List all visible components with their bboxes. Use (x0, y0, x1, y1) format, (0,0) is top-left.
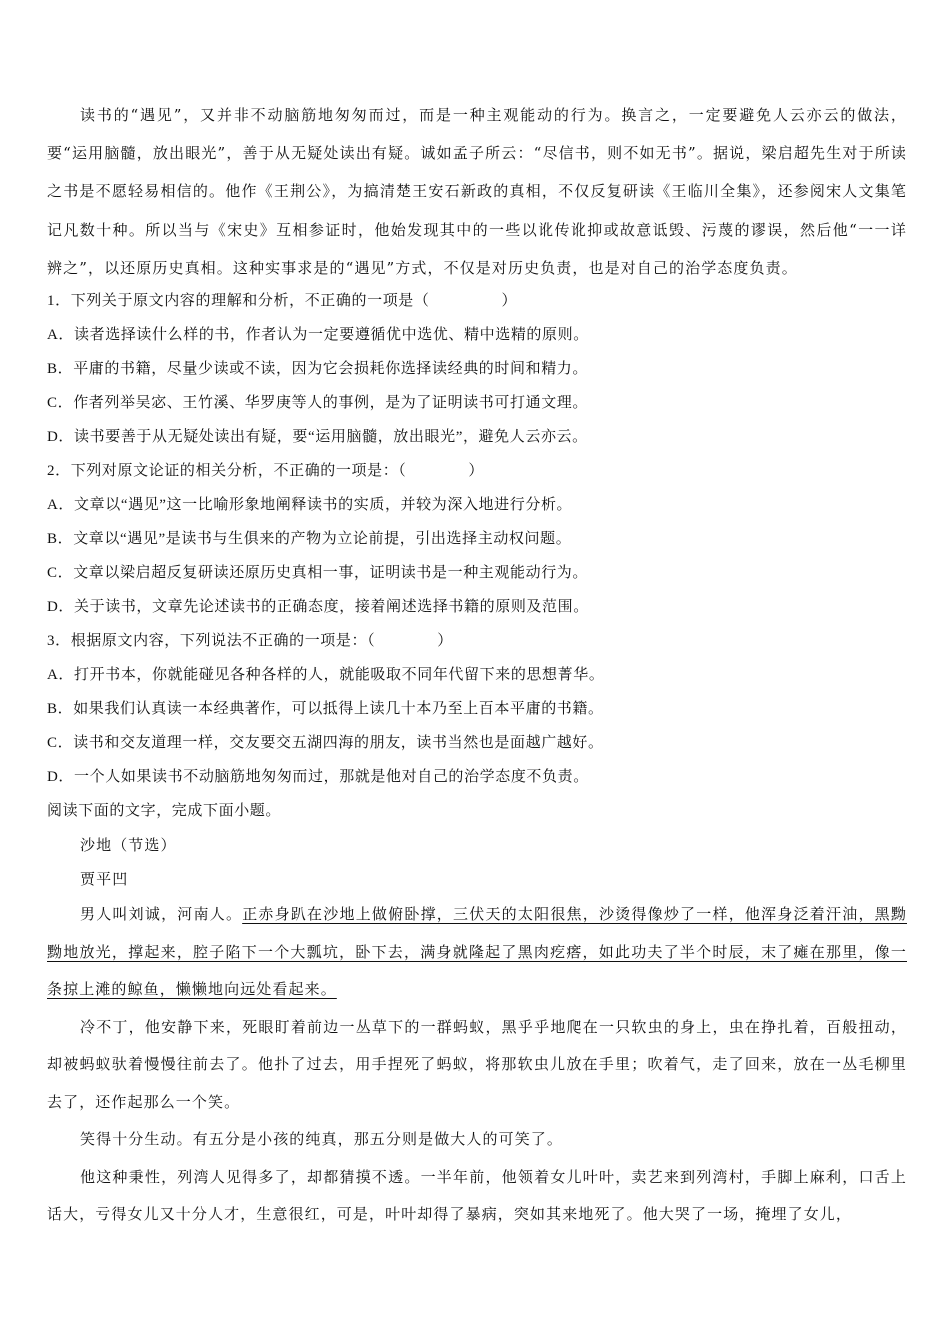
option-d: D．读书要善于从无疑处读出有疑，要“运用脑髓，放出眼光”，避免人云亦云。 (47, 429, 588, 446)
option-c: C．作者列举吴宓、王竹溪、华罗庚等人的事例，是为了证明读书可打通文理。 (47, 395, 589, 412)
story-title: 沙地（节选） (80, 836, 177, 855)
option-c: C．文章以梁启超反复研读还原历史真相一事，证明读书是一种主观能动行为。 (47, 565, 589, 582)
option-b: B．平庸的书籍，尽量少读或不读，因为它会损耗你选择读经典的时间和精力。 (47, 361, 589, 378)
question-stem: 3．根据原文内容，下列说法不正确的一项是：（ ） (47, 633, 453, 650)
option-d: D．关于读书，文章先论述读书的正确态度，接着阐述选择书籍的原则及范围。 (47, 599, 589, 616)
option-b: B．如果我们认真读一本经典著作，可以抵得上读几十本乃至上百本平庸的书籍。 (47, 701, 604, 718)
document-page (47, 96, 907, 1234)
option-a: A．文章以“遇见”这一比喻形象地阐释读书的实质，并较为深入地进行分析。 (47, 497, 573, 514)
question-3 (47, 624, 907, 794)
story-paragraph-2: 冷不丁，他安静下来，死眼盯着前边一丛草下的一群蚂蚁，黑乎乎地爬在一只软虫的身上，虫在挣扎着，百般扭动，却被蚂蚁驮着慢慢往前去了。他扑了过去，用手捏死了蚂蚁，将那软虫儿放在手里；吹着气，走了回来，放在一丛毛柳里去了，还作起那么一个笑。 (47, 1017, 907, 1111)
story-excerpt (47, 828, 907, 1234)
question-1 (47, 284, 907, 454)
reading-instruction: 阅读下面的文字，完成下面小题。 (47, 803, 282, 820)
option-a: A．打开书本，你就能碰见各种各样的人，就能吸取不同年代留下来的思想菁华。 (47, 667, 605, 684)
option-a: A．读者选择读什么样的书，作者认为一定要遵循优中选优、精中选精的原则。 (47, 327, 589, 344)
story-paragraph-4: 他这种秉性，列湾人见得多了，却都猜摸不透。一半年前，他领着女儿叶叶，卖艺来到列湾村，手脚上麻利，口舌上话大，亏得女儿又十分人才，生意很红，可是，叶叶却得了暴病，突如其来地死了。他大哭了一场，掩埋了女儿， (47, 1167, 907, 1224)
option-c: C．读书和交友道理一样，交友要交五湖四海的朋友，读书当然也是面越广越好。 (47, 735, 604, 752)
underlined-sentence: 正赤身趴在沙地上做俯卧撑，三伏天的太阳很焦，沙烫得像炒了一样，他浑身泛着汗油，黑黝黝地放光，撑起来，腔子陷下一个大瓢坑，卧下去，满身就隆起了黑肉疙瘩，如此功夫了半个时辰，末了瘫在那里，像一条掠上滩的鲸鱼，懒懒地向远处看起来。 (47, 905, 907, 999)
question-stem: 1．下列关于原文内容的理解和分析，不正确的一项是（ ） (47, 293, 518, 310)
story-paragraph-1: 男人叫刘诚，河南人。正赤身趴在沙地上做俯卧撑，三伏天的太阳很焦，沙烫得像炒了一样，他浑身泛着汗油，黑黝黝地放光，撑起来，腔子陷下一个大瓢坑，卧下去，满身就隆起了黑肉疙瘩，如此功夫了半个时辰，末了瘫在那里，像一条掠上滩的鲸鱼，懒懒地向远处看起来。 (47, 905, 907, 999)
question-stem: 2．下列对原文论证的相关分析，不正确的一项是：（ ） (47, 463, 485, 480)
story-paragraph-3: 笑得十分生动。有五分是小孩的纯真，那五分则是做大人的可笑了。 (80, 1130, 564, 1149)
option-d: D．一个人如果读书不动脑筋地匆匆而过，那就是他对自己的治学态度不负责。 (47, 769, 589, 786)
option-b: B．文章以“遇见”是读书与生俱来的产物为立论前提，引出选择主动权问题。 (47, 531, 572, 548)
story-author: 贾平凹 (80, 870, 129, 889)
passage-paragraph: 读书的“遇见”，又并非不动脑筋地匆匆而过，而是一种主观能动的行为。换言之，一定要避免人云亦云的做法，要“运用脑髓，放出眼光”，善于从无疑处读出有疑。诚如孟子所云：“尽信书，则不如无书”。据说，梁启超先生对于所读之书是不愿轻易相信的。他作《王荆公》，为搞清楚王安石新政的真相，不仅反复研读《王临川全集》，还参阅宋人文集笔记凡数十种。所以当与《宋史》互相参证时，他始发现其中的一些以讹传讹抑或故意诋毁、污蔑的谬误，然后他“一一详辨之”，以还原历史真相。这种实事求是的“遇见”方式，不仅是对历史负责，也是对自己的治学态度负责。 (47, 106, 907, 277)
question-2 (47, 454, 907, 624)
